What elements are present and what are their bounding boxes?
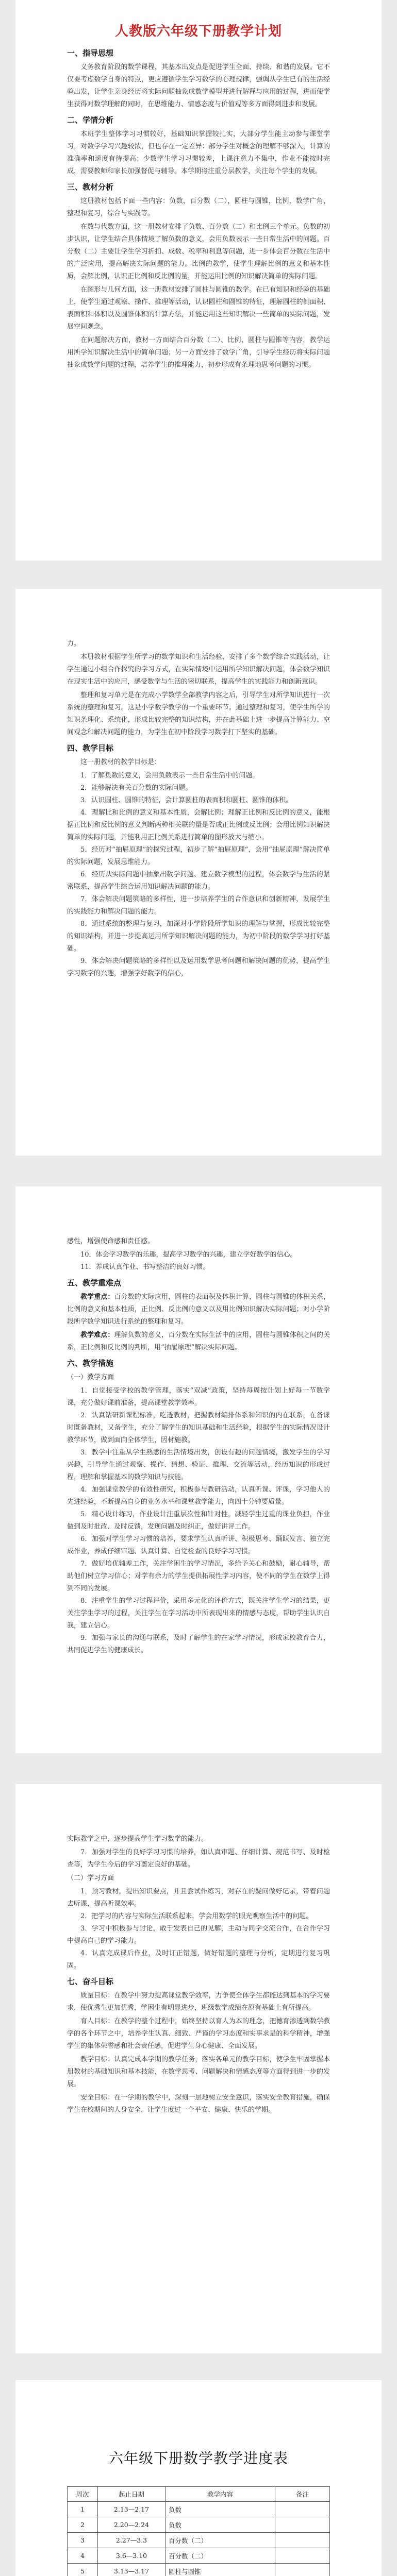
cell-content: 百分数（二） (166, 2548, 275, 2564)
paragraph-difficult-points (67, 1329, 330, 1354)
cell-notes (275, 2548, 330, 2564)
cell-dates: 2.20—2.24 (98, 2517, 166, 2533)
cell-notes (275, 2517, 330, 2533)
label-key-points: 教学重点： (80, 1293, 114, 1301)
document-page-5 (15, 2380, 382, 2576)
table-row (68, 2548, 330, 2564)
subheading-learning: （二）学习方面 (67, 1874, 114, 1882)
cell-notes (275, 2502, 330, 2517)
document-page-4 (15, 1784, 382, 2353)
cell-notes (275, 2533, 330, 2548)
cell-week: 4 (68, 2548, 98, 2564)
list-item: 8．通过系统的整理与复习，加深对小学阶段所学知识的理解与掌握，形成比较完整的知识结构，并进一步提高运用所学知识解决问题的能力，为初中阶段的数学学习打好基础。 (67, 920, 330, 953)
paragraph: 育人目标：在教学的整个过程中，始终坚持以育人为本的理念，把德育渗透到数学教学的各个环节之中，培养学生认真、细致、严谨的学习态度和实事求是的科学精神，增强学生的集体荣誉感和社会责任感，促进学生身心健康、全面发展。 (67, 2018, 330, 2050)
cell-week: 2 (68, 2517, 98, 2533)
paragraph: 质量目标：在教学中努力提高课堂教学效率，力争使全体学生都能达到基本的学习要求，使优秀生更加优秀，学困生有明显进步，班级数学成绩在原有基础上有所提高。 (67, 1992, 330, 2012)
section-heading-student-analysis: 二、学情分析 (67, 115, 114, 125)
list-item: 7．做好培优辅差工作，关注学困生的学习情况，多给予关心和鼓励，耐心辅导，帮助他们树立学习信心；对学有余力的学生提供拓展性学习内容，使不同的学生在数学上得到不同的发展。 (67, 1560, 330, 1592)
paragraph: 这册教材包括下面一些内容：负数，百分数（二），圆柱与圆锥，比例，数学广角，整理和复习，综合与实践等。 (67, 197, 330, 217)
section-heading-key-points: 五、教学重难点 (67, 1278, 122, 1287)
schedule-title: 六年级下册数学教学进度表 (108, 2450, 288, 2467)
subheading-teaching: （一）教学方面 (67, 1374, 114, 1381)
cell-dates: 2.27—3.3 (98, 2533, 166, 2548)
list-item: 10．体会学习数学的乐趣，提高学习数学的兴趣，建立学好数学的信心。 (80, 1251, 297, 1259)
table-row (68, 2517, 330, 2533)
list-item: 1．自觉接受学校的教学管理，落实“双减”政策，坚持每周按计划上好每一节数学课，充分做好课前准备，提高课堂教学效率。 (67, 1387, 330, 1407)
list-item: 3．学习中积极参与讨论，敢于发表自己的见解，主动与同学交流合作，在合作学习中提高自己的学习能力。 (67, 1925, 330, 1945)
table-row (68, 2564, 330, 2576)
document-page-2 (15, 589, 382, 1156)
cell-content: 圆柱与圆锥 (166, 2564, 275, 2576)
list-item: 5．精心设计练习，作业设计注重层次性和针对性，减轻学生过重的课业负担，作业做到及时批改、及时反馈，发现问题及时纠正，做好讲评工作。 (67, 1511, 330, 1531)
paragraph: 义务教育阶段的数学课程，其基本出发点是促进学生全面、持续、和谐的发展。它不仅要考虑数学自身的特点，更应遵循学生学习数学的心理规律，强调从学生已有的生活经验出发，让学生亲身经历将实际问题抽象成数学模型并进行解释与应用的过程，进而使学生获得对数学理解的同时，在思维能力、情感态度与价值观等多方面得到进步和发展。 (67, 63, 330, 108)
table-header-row (68, 2487, 330, 2502)
column-header-notes: 备注 (275, 2487, 330, 2502)
cell-week: 1 (68, 2502, 98, 2517)
list-item: 3．认识圆柱、圆锥的特征，会计算圆柱的表面积和圆柱、圆锥的体积。 (80, 796, 293, 804)
section-heading-guiding-ideology: 一、指导思想 (67, 48, 114, 58)
cell-content: 负数 (166, 2517, 275, 2533)
cell-week: 3 (68, 2533, 98, 2548)
label-difficult-points: 教学难点： (80, 1331, 114, 1339)
cell-dates: 3.13—3.17 (98, 2564, 166, 2576)
schedule-table (67, 2486, 330, 2576)
section-heading-teaching-measures: 六、教学措施 (67, 1359, 114, 1368)
paragraph-key-points (67, 1291, 330, 1328)
paragraph: 在图形与几何方面，这一册教材安排了圆柱与圆锥的教学。在已有知识和经验的基础上，使学生通过观察、操作、推理等活动，认识圆柱和圆锥的特征，理解圆柱的侧面积、表面积和体积以及圆锥体积的计算方法，并能运用这些知识解决一些简单的实际问题，发展空间观念。 (67, 286, 330, 331)
list-item: 7．体会解决问题策略的多样性，进一步培养学生的合作意识和创新精神，发展学生的实践能力和解决问题的能力。 (67, 895, 330, 916)
list-item: 9．加强与家长的沟通与联系，及时了解学生的在家学习情况，形成家校教育合力，共同促进学生的健康成长。 (67, 1634, 330, 1654)
cell-content: 负数 (166, 2502, 275, 2517)
list-item: 4．认真完成课后作业，及时订正错题，做好错题的整理与分析，定期进行复习巩固。 (67, 1950, 330, 1970)
paragraph: 教学目标：认真完成本学期的教学任务，落实各单元的教学目标，使学生牢固掌握本册教材的基础知识和基本技能，在数学思考、问题解决和情感态度等方面得到进一步的发展。 (67, 2056, 330, 2088)
document-page-1 (15, 0, 382, 561)
list-item: 2．认真钻研新课程标准，吃透教材，把握教材编排体系和知识的内在联系，在备课时既备教材，又备学生，充分了解学生的知识基础和生活经验，根据学生的实际情况设计教学环节，做到面向全体学生，因材施教。 (67, 1412, 330, 1444)
paragraph: 在问题解决方面，教材一方面结合百分数（二）、比例、圆柱与圆锥等内容，教学运用所学知识解决生活中的简单问题；另一方面安排了数学广角，引导学生经历将实际问题抽象成数学问题的过程，培养学生的推理能力，初步形成有条理地思考问题的习惯。 (67, 336, 330, 369)
list-item: 7．加强对学生的良好学习习惯的培养，如认真审题、仔细计算、规范书写、及时检查等，为学生今后的学习奠定良好的基础。 (67, 1849, 330, 1869)
document-page-3 (15, 1187, 382, 1753)
paragraph: 整理和复习单元是在完成小学数学全部教学内容之后，引导学生对所学知识进行一次系统的整理和复习。这是小学数学教学的一个重要环节。通过整理和复习，使学生所学的知识条理化、系统化，形成比较完整的知识结构，并在此基础上进一步提高计算能力、空间观念和解决问题的能力，为学生在初中阶段学习数学打下坚实的基础。 (67, 691, 330, 736)
list-item: 5．经历对“抽屉原理”的探究过程，初步了解“抽屉原理”，会用“抽屉原理”解决简单的实际问题，发展思维能力。 (67, 846, 330, 866)
section-heading-teaching-goals: 四、教学目标 (67, 743, 114, 753)
list-item: 4．理解比和比例的意义和基本性质，会解比例；理解正比例和反比例的意义，能根据正比例和反比例的意义判断两种相关联的量是否成正比例或反比例；会用比例知识解决简单的实际问题，并能利用正比例关系进行简单的图形放大与缩小。 (67, 809, 330, 841)
list-item: 6．经历从实际问题中抽象出数学问题、建立数学模型的过程，体会数学与生活的紧密联系，提高学生综合运用知识解决问题的能力。 (67, 871, 330, 891)
list-item: 8．注重学生的学习过程评价，采用多元化的评价方式，既关注学生学习的结果，更关注学生学习的过程，关注学生在学习活动中所表现出来的情感与态度，帮助学生认识自我，建立信心。 (67, 1597, 330, 1630)
paragraph: 本班学生整体学习习惯较好，基础知识掌握较扎实，大部分学生能主动参与课堂学习，对数学学习兴趣较浓，但也存在一定差异：部分学生对概念的理解不够深入，计算的准确率和速度有待提高；少数学生学习习惯较差，上课注意力不集中，作业不能按时完成，需要教师和家长加强督促与辅导。本学期将注重分层教学，关注每个学生的发展。 (67, 130, 330, 175)
column-header-content: 教学内容 (166, 2487, 275, 2502)
list-item: 1．预习教材，提出知识要点，并且尝试作练习，对存在的疑问做好记录，带着问题去听课，提高听课效率。 (67, 1888, 330, 1908)
paragraph-continuation: 力。 (67, 640, 81, 648)
cell-content: 百分数（二） (166, 2533, 275, 2548)
paragraph: 在数与代数方面，这一册教材安排了负数、百分数（二）和比例三个单元。负数的初步认识，让学生结合具体情境了解负数的意义，会用负数表示一些日常生活中的问题。百分数（二）主要让学生学习折扣、成数、税率和利息等问题，进一步体会百分数在生活中的广泛应用，提高解决实际问题的能力。比例的教学，使学生理解比例的意义和基本性质，会解比例，认识正比例和反比例的量，并能运用比例的知识解决简单的实际问题。 (67, 223, 330, 280)
list-item: 3．教学中注重从学生熟悉的生活情境出发，创设有趣的问题情境，激发学生的学习兴趣，引导学生通过观察、操作、猜想、验证、推理、交流等活动，经历知识的形成过程，理解和掌握基本的数学知识与技能。 (67, 1449, 330, 1481)
cell-week: 5 (68, 2564, 98, 2576)
paragraph-continuation: 实际教学之中，逐步提高学生学习数学的能力。 (67, 1835, 208, 1843)
paragraph: 这一册教材的教学目标是： (80, 758, 161, 766)
list-item: 4．加强课堂教学的有效性研究，积极参与教研活动，认真听课、评课，学习他人的先进经验，不断提高自身的业务水平和课堂教学能力，向四十分钟要质量。 (67, 1486, 330, 1506)
list-item: 9．体会解决问题策略的多样性以及运用数学思考问题和解决问题的优势，提高学生学习数学的兴趣，增强学好数学的信心， (67, 957, 330, 977)
cell-notes (275, 2564, 330, 2576)
paragraph-continuation: 感性，增强使命感和责任感。 (67, 1238, 155, 1245)
table-row (68, 2533, 330, 2548)
key-points-text: 百分数的实际应用，圆柱的表面积及体积计算，圆柱与圆锥的体积关系，比例的意义和基本性质，正比例、反比例的意义以及用比例知识解决实际问题；对小学阶段所学数学知识进行系统的整理和复习。 (67, 1293, 330, 1326)
list-item: 6．加强对学生学习习惯的培养，要求学生认真听讲、积极思考、踊跃发言、独立完成作业，养成仔细审题、认真计算、自觉检查的良好学习习惯。 (67, 1535, 330, 1555)
difficult-points-text: 理解负数的意义，百分数在实际生活中的应用，圆柱与圆锥体积之间的关系，正比例和反比例的判断，用“抽屉原理”解决实际问题。 (67, 1331, 330, 1351)
list-item: 2．把学习的内容与实际生活联系起来，学会用数学的眼光观察生活中的问题。 (80, 1912, 313, 1920)
list-item: 11．养成认真作业、书写整洁的良好习惯。 (80, 1263, 210, 1271)
list-item: 1．了解负数的意义，会用负数表示一些日常生活中的问题。 (80, 772, 259, 779)
column-header-week: 周次 (68, 2487, 98, 2502)
cell-dates: 2.13—2.17 (98, 2502, 166, 2517)
column-header-dates: 起止日期 (98, 2487, 166, 2502)
cell-dates: 3.6—3.10 (98, 2548, 166, 2564)
section-heading-textbook-analysis: 三、教材分析 (67, 182, 114, 192)
paragraph: 安全目标：在一学期的教学中，深刻一层地树立安全意识，落实安全教育措施，确保学生在校期间的人身安全，让学生度过一个平安、健康、快乐的学期。 (67, 2094, 330, 2114)
list-item: 2．能够解决有关百分数的实际问题。 (80, 784, 192, 792)
table-row (68, 2502, 330, 2517)
section-heading-goals: 七、奋斗目标 (67, 1977, 114, 1986)
paragraph: 本册教材根据学生所学习的数学知识和生活经验，安排了多个数学综合实践活动，让学生通过小组合作探究的学习方式，在实际情境中运用所学知识解决问题，体会数学知识在现实生活中的应用，感受数学与生活的密切联系，提高学生的实践能力和创新意识。 (67, 653, 330, 686)
document-title: 人教版六年级下册教学计划 (114, 24, 282, 39)
